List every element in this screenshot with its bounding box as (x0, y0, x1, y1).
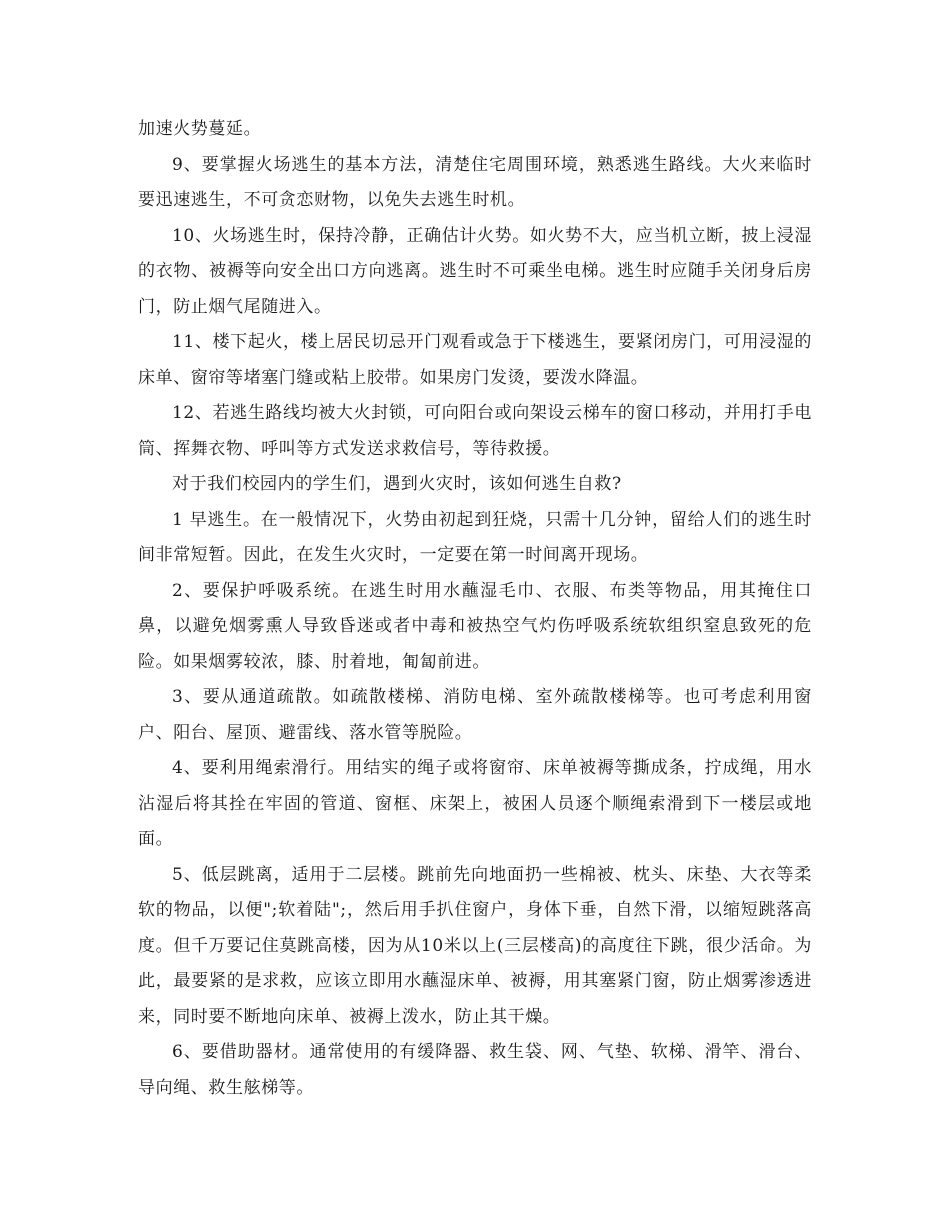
paragraph-tip-2: 2、要保护呼吸系统。在逃生时用水蘸湿毛巾、衣服、布类等物品，用其掩住口鼻，以避免烟雾熏人导致昏迷或者中毒和被热空气灼伤呼吸系统软组织窒息致死的危险。如果烟雾较浓，膝、肘着地，匍匐前进。 (138, 580, 812, 672)
paragraph-tip-6: 6、要借助器材。通常使用的有缓降器、救生袋、网、气垫、软梯、滑竿、滑台、导向绳、救生舷梯等。 (138, 1042, 812, 1098)
paragraph-item-10: 10、火场逃生时，保持冷静，正确估计火势。如火势不大，应当机立断，披上浸湿的衣物、被褥等向安全出口方向逃离。逃生时不可乘坐电梯。逃生时应随手关闭身后房门，防止烟气尾随进入。 (138, 225, 812, 317)
paragraph-tip-5: 5、低层跳离，适用于二层楼。跳前先向地面扔一些棉被、枕头、床垫、大衣等柔软的物品，以便";软着陆";，然后用手扒住窗户，身体下垂，自然下滑，以缩短跳落高度。但千万要记住莫跳高楼，因为从10米以上(三层楼高)的高度往下跳，很少活命。为此，最要紧的是求救，应该立即用水蘸湿床单、被褥，用其塞紧门窗，防止烟雾渗透进来，同时要不断地向床单、被褥上泼水，防止其干燥。 (138, 864, 812, 1027)
paragraph-tip-1: 1 早逃生。在一般情况下，火势由初起到狂烧，只需十几分钟，留给人们的逃生时间非常短暂。因此，在发生火灾时，一定要在第一时间离开现场。 (138, 509, 812, 565)
paragraph-question: 对于我们校园内的学生们，遇到火灾时，该如何逃生自救? (172, 474, 622, 494)
paragraph-item-12: 12、若逃生路线均被大火封锁，可向阳台或向架设云梯车的窗口移动，并用打手电筒、挥舞衣物、呼叫等方式发送求救信号，等待救援。 (138, 403, 812, 459)
paragraph-item-11: 11、楼下起火，楼上居民切忌开门观看或急于下楼逃生，要紧闭房门，可用浸湿的床单、窗帘等堵塞门缝或粘上胶带。如果房门发烫，要泼水降温。 (138, 332, 812, 388)
paragraph-tip-3: 3、要从通道疏散。如疏散楼梯、消防电梯、室外疏散楼梯等。也可考虑利用窗户、阳台、屋顶、避雷线、落水管等脱险。 (138, 687, 812, 743)
paragraph-continuation: 加速火势蔓延。 (138, 119, 262, 139)
paragraph-tip-4: 4、要利用绳索滑行。用结实的绳子或将窗帘、床单被褥等撕成条，拧成绳，用水沾湿后将其拴在牢固的管道、窗框、床架上，被困人员逐个顺绳索滑到下一楼层或地面。 (138, 758, 812, 849)
paragraph-item-9: 9、要掌握火场逃生的基本方法，清楚住宅周围环境，熟悉逃生路线。大火来临时要迅速逃生，不可贪恋财物，以免失去逃生时机。 (138, 154, 812, 210)
document-body (138, 112, 812, 1106)
